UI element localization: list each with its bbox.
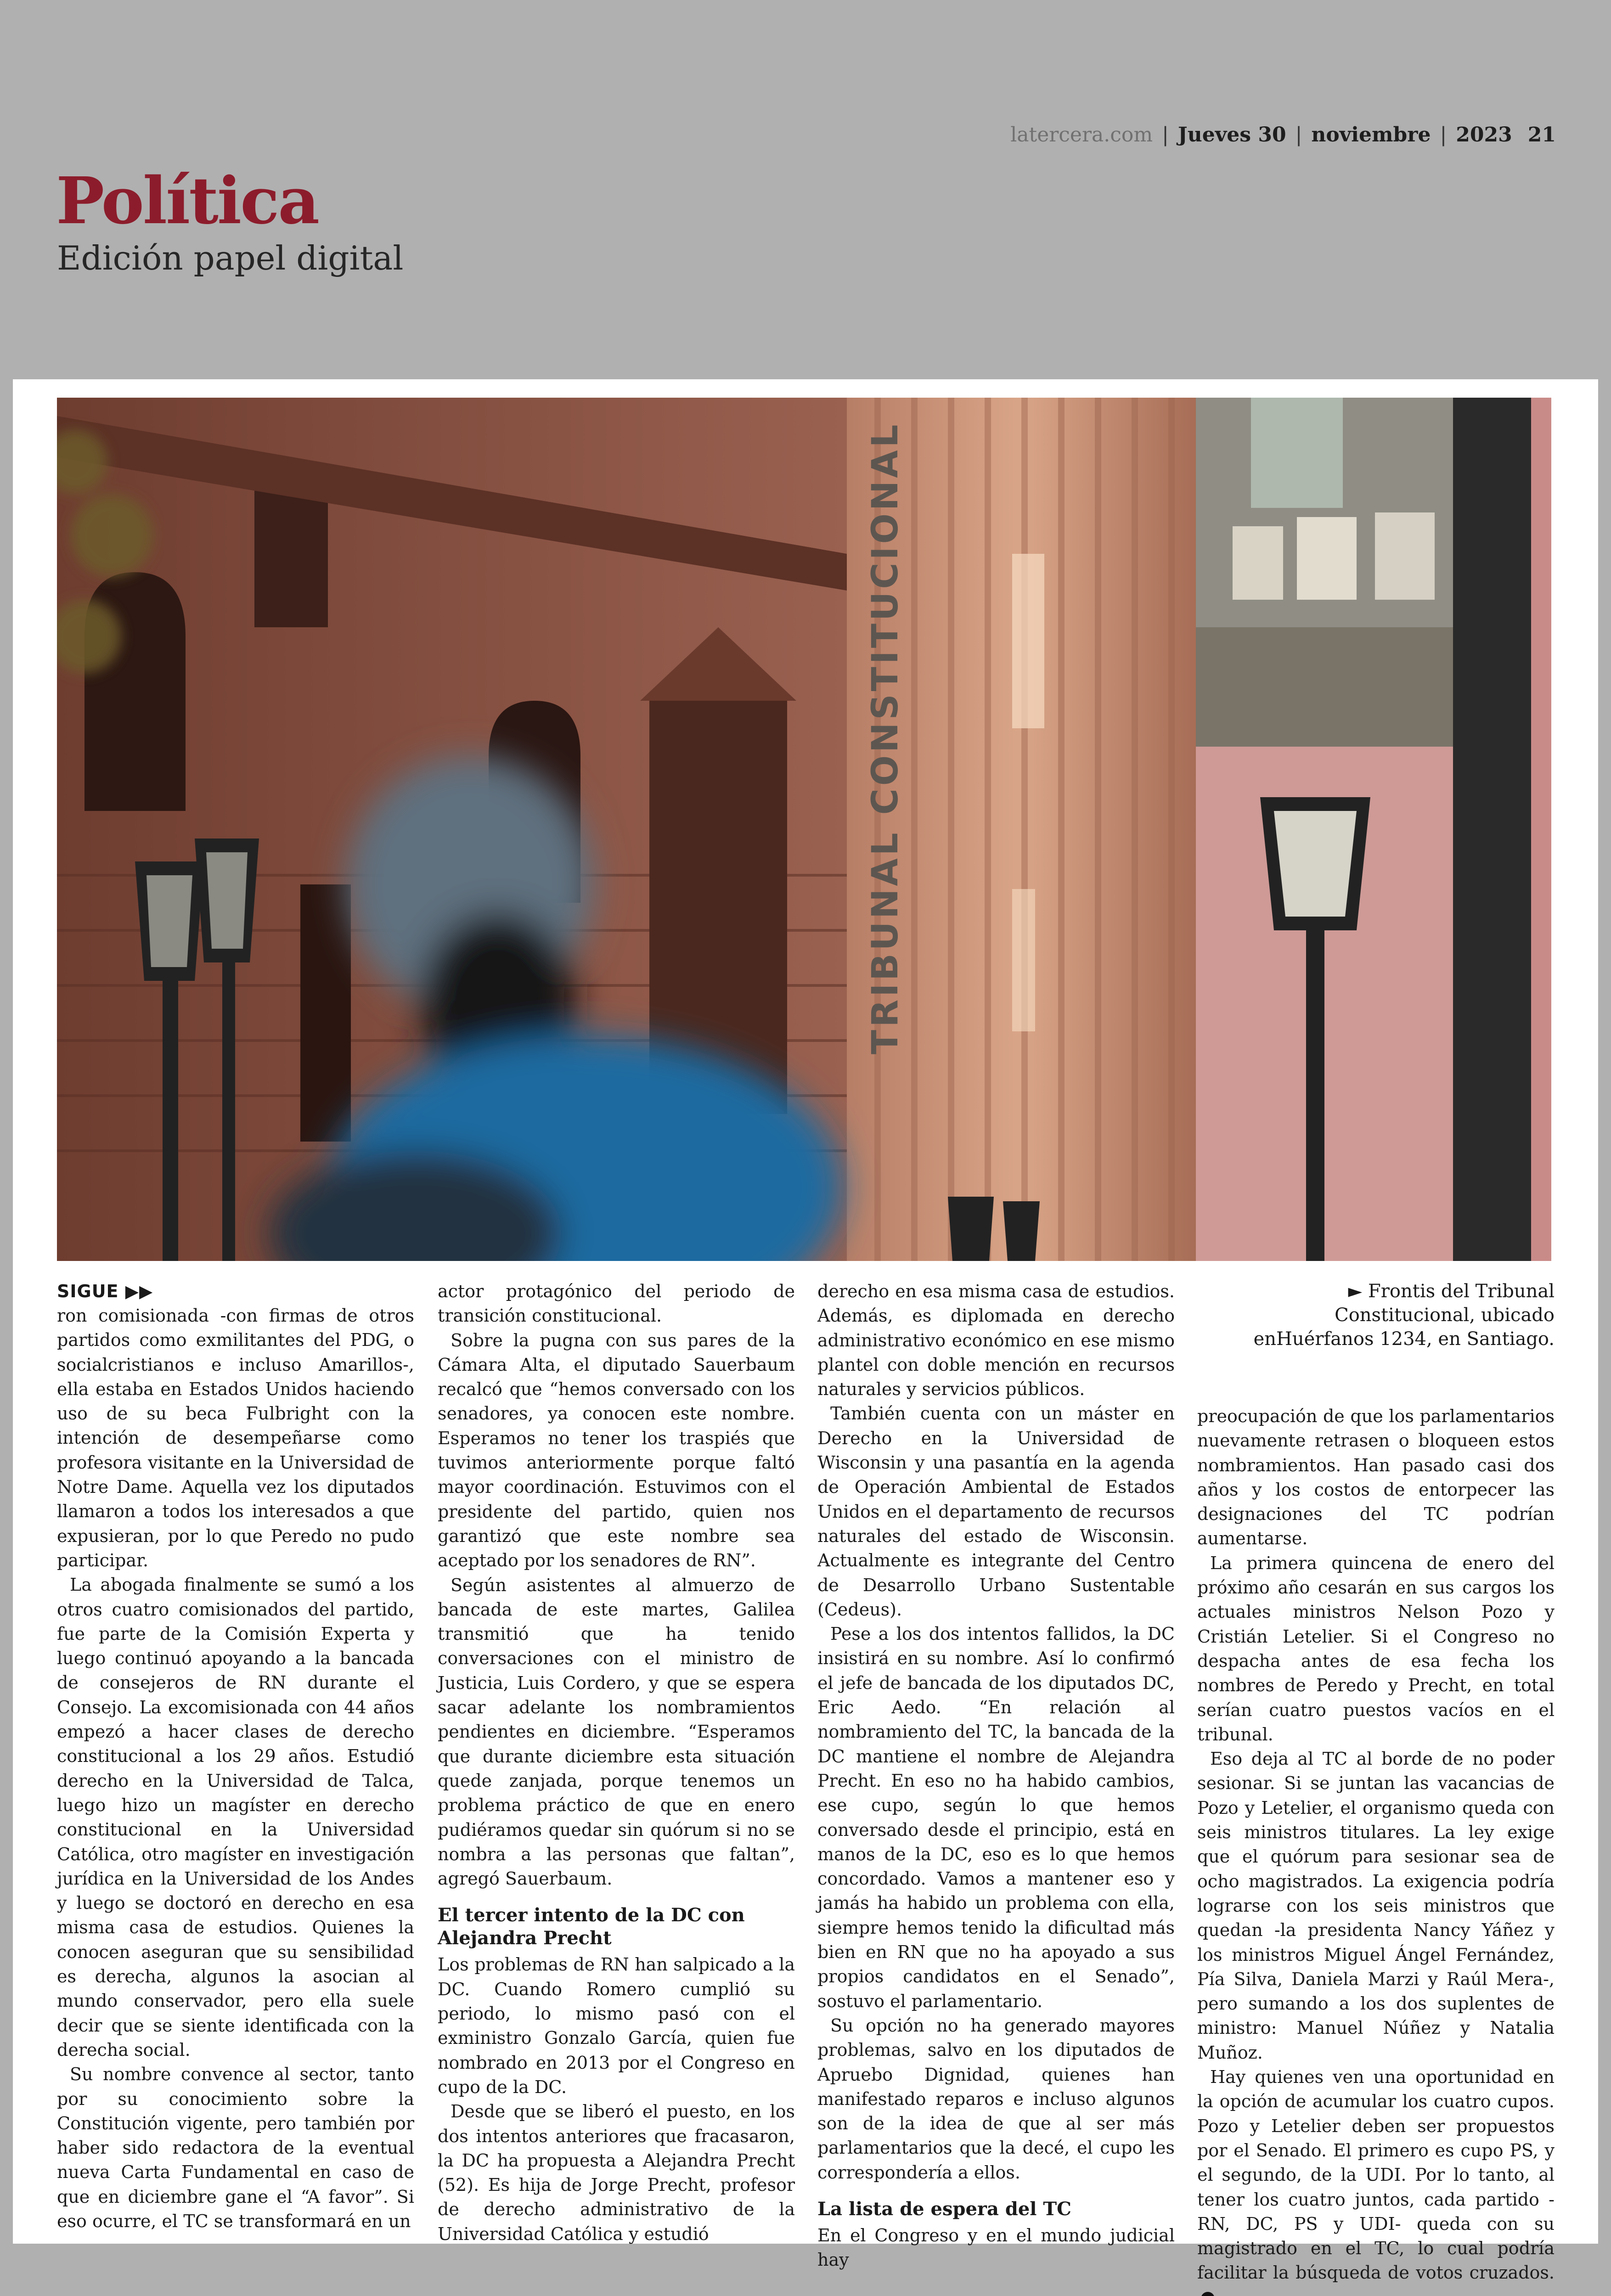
paragraph: preocupación de que los parlamentarios nuevamente retrasen o bloqueen estos nombramientos. Han pasado casi dos años y los costos de entorpecer las designaciones del TC podrían aumentarse. — [1197, 1406, 1555, 1549]
weekday-day: Jueves 30 — [1177, 123, 1286, 146]
paragraph: También cuenta con un máster en Derecho en la Universidad de Wisconsin y una pasantía en la agenda de Operación Ambiental de Estados Unidos en el departamento de recursos naturales del estado de Wisconsin. Actualmente es integrante del Centro de Desarrollo Urbano Sustentable (Cedeus). — [817, 1403, 1175, 1620]
article-photo — [57, 398, 1551, 1261]
article-column-1 — [57, 1279, 414, 2234]
photo-caption — [1197, 1279, 1555, 1351]
subheading: La lista de espera del TC — [817, 2198, 1071, 2220]
paragraph: Sobre la pugna con sus pares de la Cámara Alta, el diputado Sauerbaum recalcó que “hemos conversado con los senadores, ya conocen este nombre. Esperamos no tener los traspiés que tuvimos anteriormente porque faltó mayor coordinación. Estuvimos con el presidente del partido, quien nos garantizó que este nombre sea aceptado por los senadores de RN”. — [438, 1330, 795, 1571]
end-mark-icon — [1201, 2292, 1215, 2296]
continue-label: SIGUE ▶▶ — [57, 1281, 153, 1301]
caption-line: ► Frontis del Tribunal — [1348, 1281, 1555, 1302]
paragraph — [1197, 2065, 1555, 2296]
paragraph: Según asistentes al almuerzo de bancada de este martes, Galilea transmitió que ha tenido conversaciones con el ministro de Justicia, Luis Cordero, y que se espera sacar adelante los nombramientos pendientes en diciembre. “Esperamos que durante diciembre esta situación quede zanjada, porque tenemos un problema práctico de que en enero pudiéramos quedar sin quórum si no se nombra a las personas que faltan”, agregó Sauerbaum. — [438, 1575, 795, 1889]
site-name: latercera.com — [1010, 123, 1153, 146]
year: 2023 — [1456, 123, 1512, 146]
article-column-4 — [1197, 1404, 1555, 2296]
paragraph: Desde que se liberó el puesto, en los dos intentos anteriores que fracasaron, la DC ha propuesta a Alejandra Precht (52). Es hija de Jorge Precht, profesor de derecho administrativo de la Universidad Católica y estudió — [438, 2101, 795, 2244]
page-header — [0, 0, 1611, 379]
article-column-2 — [438, 1279, 795, 2246]
paragraph: La primera quincena de enero del próximo año cesarán en sus cargos los actuales ministros Nelson Pozo y Cristián Letelier. Si el Congreso no despacha antes de esa fecha los nombres de Peredo y Precht, en total serían cuatro puestos vacíos en el tribunal. — [1197, 1553, 1555, 1745]
building-inscription: TRIBUNAL CONSTITUCIONAL — [865, 422, 906, 1054]
section-title: Política — [56, 163, 319, 239]
month: noviembre — [1311, 123, 1431, 146]
paragraph: Eso deja al TC al borde de no poder sesionar. Si se juntan las vacancias de Pozo y Letelier, el organismo queda con seis ministros titulares. La ley exige que el quórum para sesionar sea de ocho magistrados. La exigencia podría lograrse con los seis ministros que quedan -la presidenta Nancy Yáñez y los ministros Miguel Ángel Fernández, Pía Silva, Daniela Marzi y Raúl Mera-, pero sumando a los dos suplentes de ministro: Manuel Núñez y Natalia Muñoz. — [1197, 1749, 1555, 2063]
paragraph-text: Hay quienes ven una oportunidad en la opción de acumular los cuatro cupos. Pozo y Letelier deben ser propuestos por el Senado. El primero es cupo PS, y el segundo, de la UDI. Por lo tanto, al tener los cuatro juntos, cada partido -RN, DC, PS y UDI- queda con su magistrado en el TC, lo cual podría facilitar la búsqueda de votos cruzados. — [1197, 2067, 1555, 2283]
paragraph: derecho en esa misma casa de estudios. Además, es diplomada en derecho administrativo económico en ese mismo plantel con doble mención en recursos naturales y servicios públicos. — [817, 1281, 1175, 1400]
paragraph: Su nombre convence al sector, tanto por su conocimiento sobre la Constitución vigente, pero también por haber sido redactora de la eventual nueva Carta Fundamental en caso de que en diciembre gane el “A favor”. Si eso ocurre, el TC se transformará en un — [57, 2064, 414, 2231]
caption-line: Constitucional, ubicado — [1335, 1305, 1555, 1326]
paragraph: La abogada finalmente se sumó a los otros cuatro comisionados del partido, fue parte de la Comisión Experta y luego continuó apoyando a la bancada de consejeros de RN durante el Consejo. La excomisionada con 44 años empezó a hacer clases de derecho constitucional a los 29 años. Estudió derecho en la Universidad de Talca, luego hizo un magíster en derecho constitucional en la Universidad Católica, otro magíster en investigación jurídica en la Universidad de los Andes y luego se doctoró en derecho en esa misma casa de estudios. Quienes la conocen aseguran que su sensibilidad es derecha, algunos la asocian al mundo conservador, pero ella suele decir que se siente identificada con la derecha social. — [57, 1575, 414, 2060]
section-subtitle: Edición papel digital — [57, 239, 404, 277]
paragraph: Pese a los dos intentos fallidos, la DC insistirá en su nombre. Así lo confirmó el jefe de bancada de los diputados DC, Eric Aedo. “En relación al nombramiento del TC, la bancada de la DC mantiene el nombre de Alejandra Precht. En eso no ha habido cambios, ese cupo, según lo que hemos conversado desde el principio, está en manos de la DC, eso es lo que hemos concordado. Vamos a mantener eso y jamás ha habido un problema con ella, siempre hemos tenido la dificultad más bien en RN que no ha apoyado a sus propios candidatos en el Senado”, sostuvo el parlamentario. — [817, 1624, 1175, 2011]
page-number: 21 — [1527, 123, 1556, 146]
paragraph: ron comisionada -con firmas de otros partidos como exmilitantes del PDG, o socialcristianos e incluso Amarillos-, ella estaba en Estados Unidos haciendo uso de su beca Fulbright con la intención de desempeñarse como profesora visitante en la Universidad de Notre Dame. Aquella vez los diputados llamaron a todos los interesados a que expusieran, por lo que Peredo no pudo participar. — [57, 1306, 414, 1570]
subheading: El tercer intento de la DC con Alejandra Precht — [438, 1904, 745, 1949]
paragraph: Su opción no ha generado mayores problemas, salvo en los diputados de Apruebo Dignidad, quienes han manifestado reparos e incluso algunos son de la idea de que al ser más parlamentarios que la decé, el cupo les correspondería a ellos. — [817, 2015, 1175, 2183]
dateline: latercera.com | Jueves 30 | noviembre | 2023 21 — [1010, 123, 1556, 146]
article-column-3 — [817, 1279, 1175, 2273]
paragraph: En el Congreso y en el mundo judicial hay — [817, 2225, 1175, 2270]
paragraph: actor protagónico del periodo de transición constitucional. — [438, 1281, 795, 1326]
paragraph: Los problemas de RN han salpicado a la DC. Cuando Romero cumplió su periodo, lo mismo pasó con el exministro Gonzalo García, quien fue nombrado en 2013 por el Congreso en cupo de la DC. — [438, 1954, 795, 2097]
caption-line: enHuérfanos 1234, en Santiago. — [1253, 1328, 1555, 1350]
